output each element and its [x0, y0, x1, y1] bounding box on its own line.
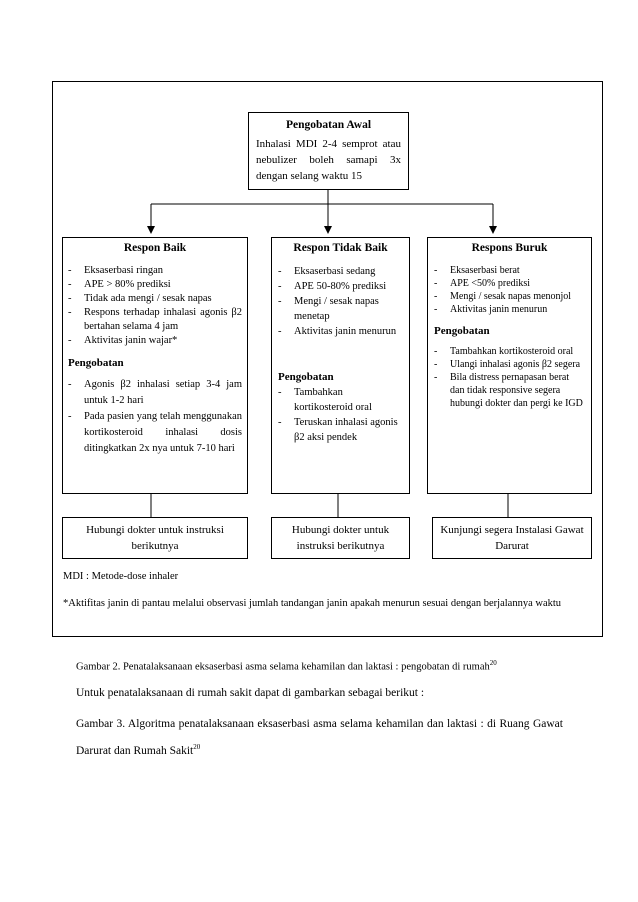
list-item: - Tambahkan kortikosteroid oral: [278, 387, 372, 413]
initial-treatment-box: [248, 112, 409, 190]
bad-title: Respons Buruk: [471, 242, 548, 254]
initial-text: Inhalasi MDI 2-4 semprot atau nebulizer boleh samapi 3x dengan selang waktu 15: [256, 138, 401, 182]
list-item: - APE 50-80% prediksi: [278, 281, 387, 292]
notgood-response-box: [271, 237, 410, 494]
figure3-reference: 20: [193, 743, 201, 751]
list-item: - Eksaserbasi ringan: [68, 265, 164, 276]
figure2-reference: 20: [489, 659, 497, 667]
good-action-text: Hubungi dokter untuk instruksi berikutnya: [86, 524, 224, 552]
list-item: - Eksaserbasi berat: [434, 265, 520, 276]
good-treatment-list: [68, 377, 242, 457]
good-response-box: [62, 237, 248, 494]
notgood-action-box: [271, 517, 410, 559]
good-action-box: [62, 517, 248, 559]
list-item: - Tambahkan kortikosteroid oral: [434, 346, 574, 357]
list-item: - Agonis β2 inhalasi setiap 3-4 jam untuk 1-2 hari: [68, 379, 242, 406]
list-item: - Mengi / sesak napas menetap: [278, 296, 379, 322]
bad-response-box: [427, 237, 592, 494]
list-item: - Eksaserbasi sedang: [278, 266, 376, 277]
figure2-caption: Gambar 2. Penatalaksanaan eksaserbasi asma selama kehamilan dan laktasi : pengobatan di rumah$^{20}$: [76, 659, 497, 673]
bad-treatment-list: [434, 345, 585, 410]
bad-action-box: [432, 517, 592, 559]
list-item: - Tidak ada mengi / sesak napas: [68, 293, 212, 304]
list-item: - APE > 80% prediksi: [68, 279, 171, 290]
initial-title: Pengobatan Awal: [285, 119, 372, 131]
notgood-treatment-list: [278, 385, 403, 445]
list-item: - Ulangi inhalasi agonis β2 segera: [434, 359, 581, 370]
body-text: Untuk penatalaksanaan di rumah sakit dapat di gambarkan sebagai berikut :: [76, 687, 425, 699]
notgood-criteria-list: [278, 264, 403, 339]
figure3-caption: Gambar 3. Algoritma penatalaksanaan eksaserbasi asma selama kehamilan dan laktasi : di Ruang Gawat Darurat dan Rumah Sakit$^{20}$: [76, 718, 563, 757]
good-treatment-title: Pengobatan: [68, 357, 124, 369]
list-item: - Aktivitas janin menurun: [278, 326, 397, 337]
bad-criteria-list: [434, 264, 585, 316]
good-title: Respon Baik: [123, 242, 187, 254]
fetal-activity-footnote: *Aktifitas janin di pantau melalui observasi jumlah tandangan janin apakah menurun sesuai dengan berjalannya waktu: [63, 598, 562, 609]
list-item: - Pada pasien yang telah menggunakan kortikosteroid inhalasi dosis ditingkatkan 2x nya untuk 7-10 hari: [68, 411, 242, 454]
notgood-treatment-title: Pengobatan: [278, 371, 334, 383]
bad-treatment-title: Pengobatan: [434, 325, 490, 337]
list-item: - Teruskan inhalasi agonis β2 aksi pendek: [278, 417, 398, 443]
list-item: - APE <50% prediksi: [434, 278, 531, 289]
bad-action-text: Kunjungi segera Instalasi Gawat Darurat: [440, 524, 584, 552]
notgood-action-text: Hubungi dokter untuk instruksi berikutnya: [291, 524, 390, 552]
good-criteria-list: [68, 264, 242, 348]
list-item: - Aktivitas janin wajar*: [68, 335, 178, 346]
list-item: - Bila distress pernapasan berat dan tidak responsive segera hubungi dokter dan pergi ke IGD: [434, 372, 583, 409]
list-item: - Aktivitas janin menurun: [434, 304, 548, 315]
list-item: - Mengi / sesak napas menonjol: [434, 291, 572, 302]
mdi-footnote: MDI : Metode-dose inhaler: [63, 571, 179, 582]
notgood-title: Respon Tidak Baik: [293, 242, 388, 254]
list-item: - Respons terhadap inhalasi agonis β2 bertahan selama 4 jam: [68, 307, 242, 332]
